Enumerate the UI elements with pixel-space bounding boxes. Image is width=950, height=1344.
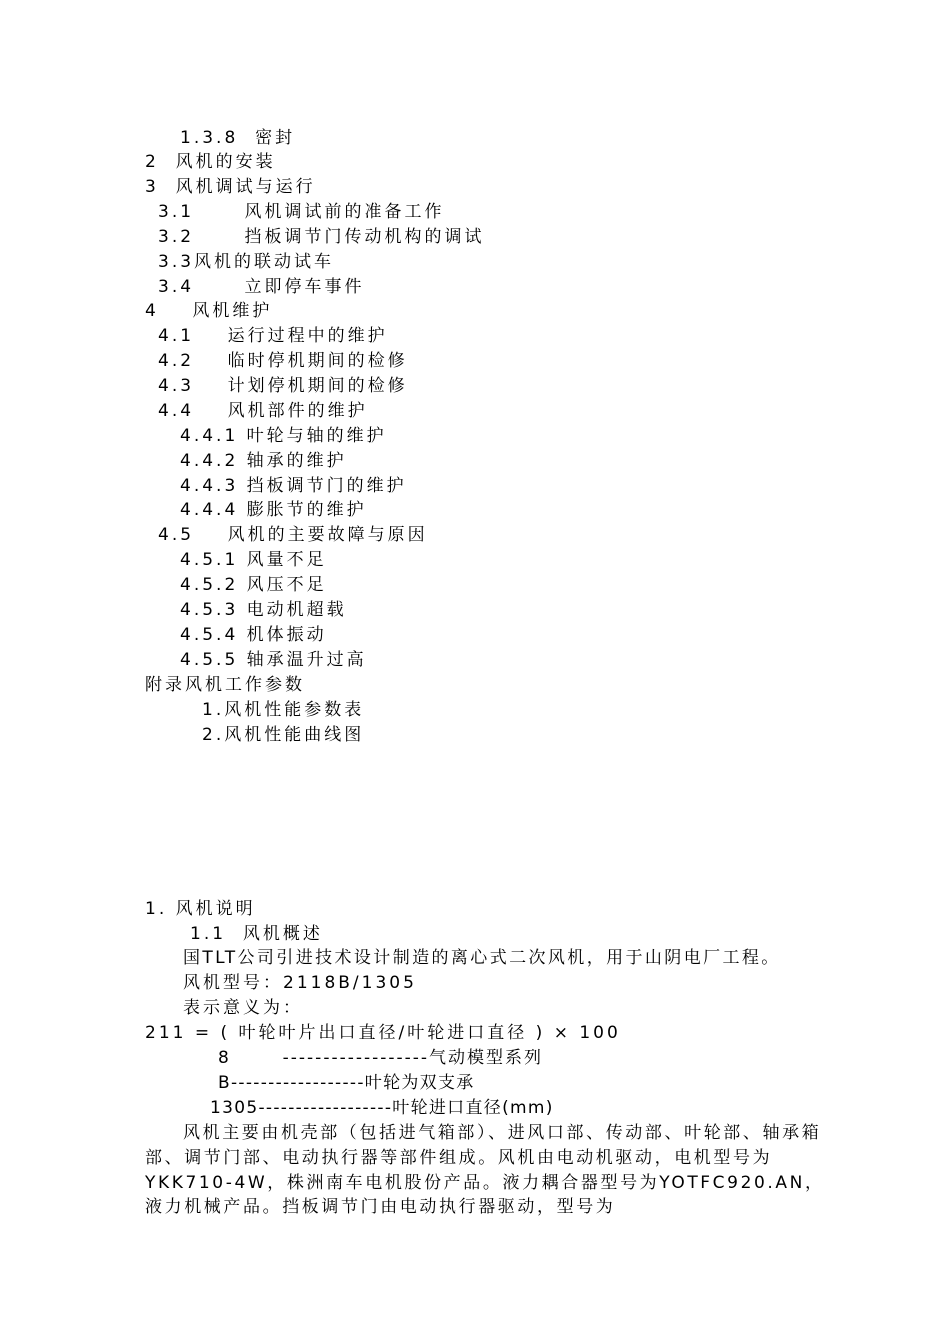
toc-item-4: 4 风机维护	[145, 301, 273, 321]
intro-text: 国TLT公司引进技术设计制造的离心式二次风机，用于山阴电厂工程。	[183, 948, 781, 968]
toc-item-4-5-4: 4.5.4 机体振动	[180, 625, 327, 645]
formula-text: 211 = ( 叶轮叶片出口直径/叶轮进口直径 ) × 100	[145, 1023, 621, 1043]
toc-item-appendix-2: 2.风机性能曲线图	[202, 725, 365, 745]
toc-item-appendix: 附录风机工作参数	[145, 675, 305, 695]
toc-item-2: 2 风机的安装	[145, 152, 276, 172]
description-paragraph	[145, 1121, 825, 1220]
legend-1305: 1305------------------叶轮进口直径(mm)	[210, 1098, 554, 1118]
toc-item-4-4: 4.4 风机部件的维护	[158, 401, 368, 421]
toc-item-4-5-5: 4.5.5 轴承温升过高	[180, 650, 367, 670]
toc-item-3: 3 风机调试与运行	[145, 177, 316, 197]
toc-item-4-5-2: 4.5.2 风压不足	[180, 575, 327, 595]
toc-item-4-1: 4.1 运行过程中的维护	[158, 326, 388, 346]
toc-item-3-3: 3.3风机的联动试车	[158, 252, 335, 272]
toc-item-3-1: 3.1 风机调试前的准备工作	[158, 202, 445, 222]
meaning-label: 表示意义为：	[183, 998, 303, 1018]
toc-item-4-5-3: 4.5.3 电动机超载	[180, 600, 347, 620]
toc-item-4-5-1: 4.5.1 风量不足	[180, 550, 327, 570]
toc-item-4-2: 4.2 临时停机期间的检修	[158, 351, 408, 371]
legend-b: B------------------叶轮为双支承	[218, 1073, 475, 1093]
toc-item-1-3-8: 1.3.8 密封	[180, 128, 296, 148]
toc-item-4-4-1: 4.4.1 叶轮与轴的维护	[180, 426, 387, 446]
toc-item-4-4-2: 4.4.2 轴承的维护	[180, 451, 347, 471]
legend-8: 8 ------------------气动模型系列	[218, 1048, 544, 1068]
subsection-heading: 1.1 风机概述	[190, 924, 323, 944]
toc-item-3-4: 3.4 立即停车事件	[158, 277, 365, 297]
toc-item-4-4-3: 4.4.3 挡板调节门的维护	[180, 476, 407, 496]
toc-item-4-5: 4.5 风机的主要故障与原因	[158, 525, 428, 545]
toc-item-4-4-4: 4.4.4 膨胀节的维护	[180, 500, 367, 520]
toc-item-3-2: 3.2 挡板调节门传动机构的调试	[158, 227, 485, 247]
toc-item-appendix-1: 1.风机性能参数表	[202, 700, 365, 720]
toc-item-4-3: 4.3 计划停机期间的检修	[158, 376, 408, 396]
fan-model-text: 风机型号：2118B/1305	[183, 973, 417, 993]
description-paragraph-text: 风机主要由机壳部（包括进气箱部）、进风口部、传动部、叶轮部、轴承箱部、调节门部、电动执行器等部件组成。风机由电动机驱动，电机型号为YKK710-4W，株洲南车电机股份产品。液力耦合器型号为YOTFC920.AN，液力机械产品。挡板调节门由电动执行器驱动，型号为	[145, 1123, 825, 1218]
section-heading: 1. 风机说明	[145, 899, 256, 919]
